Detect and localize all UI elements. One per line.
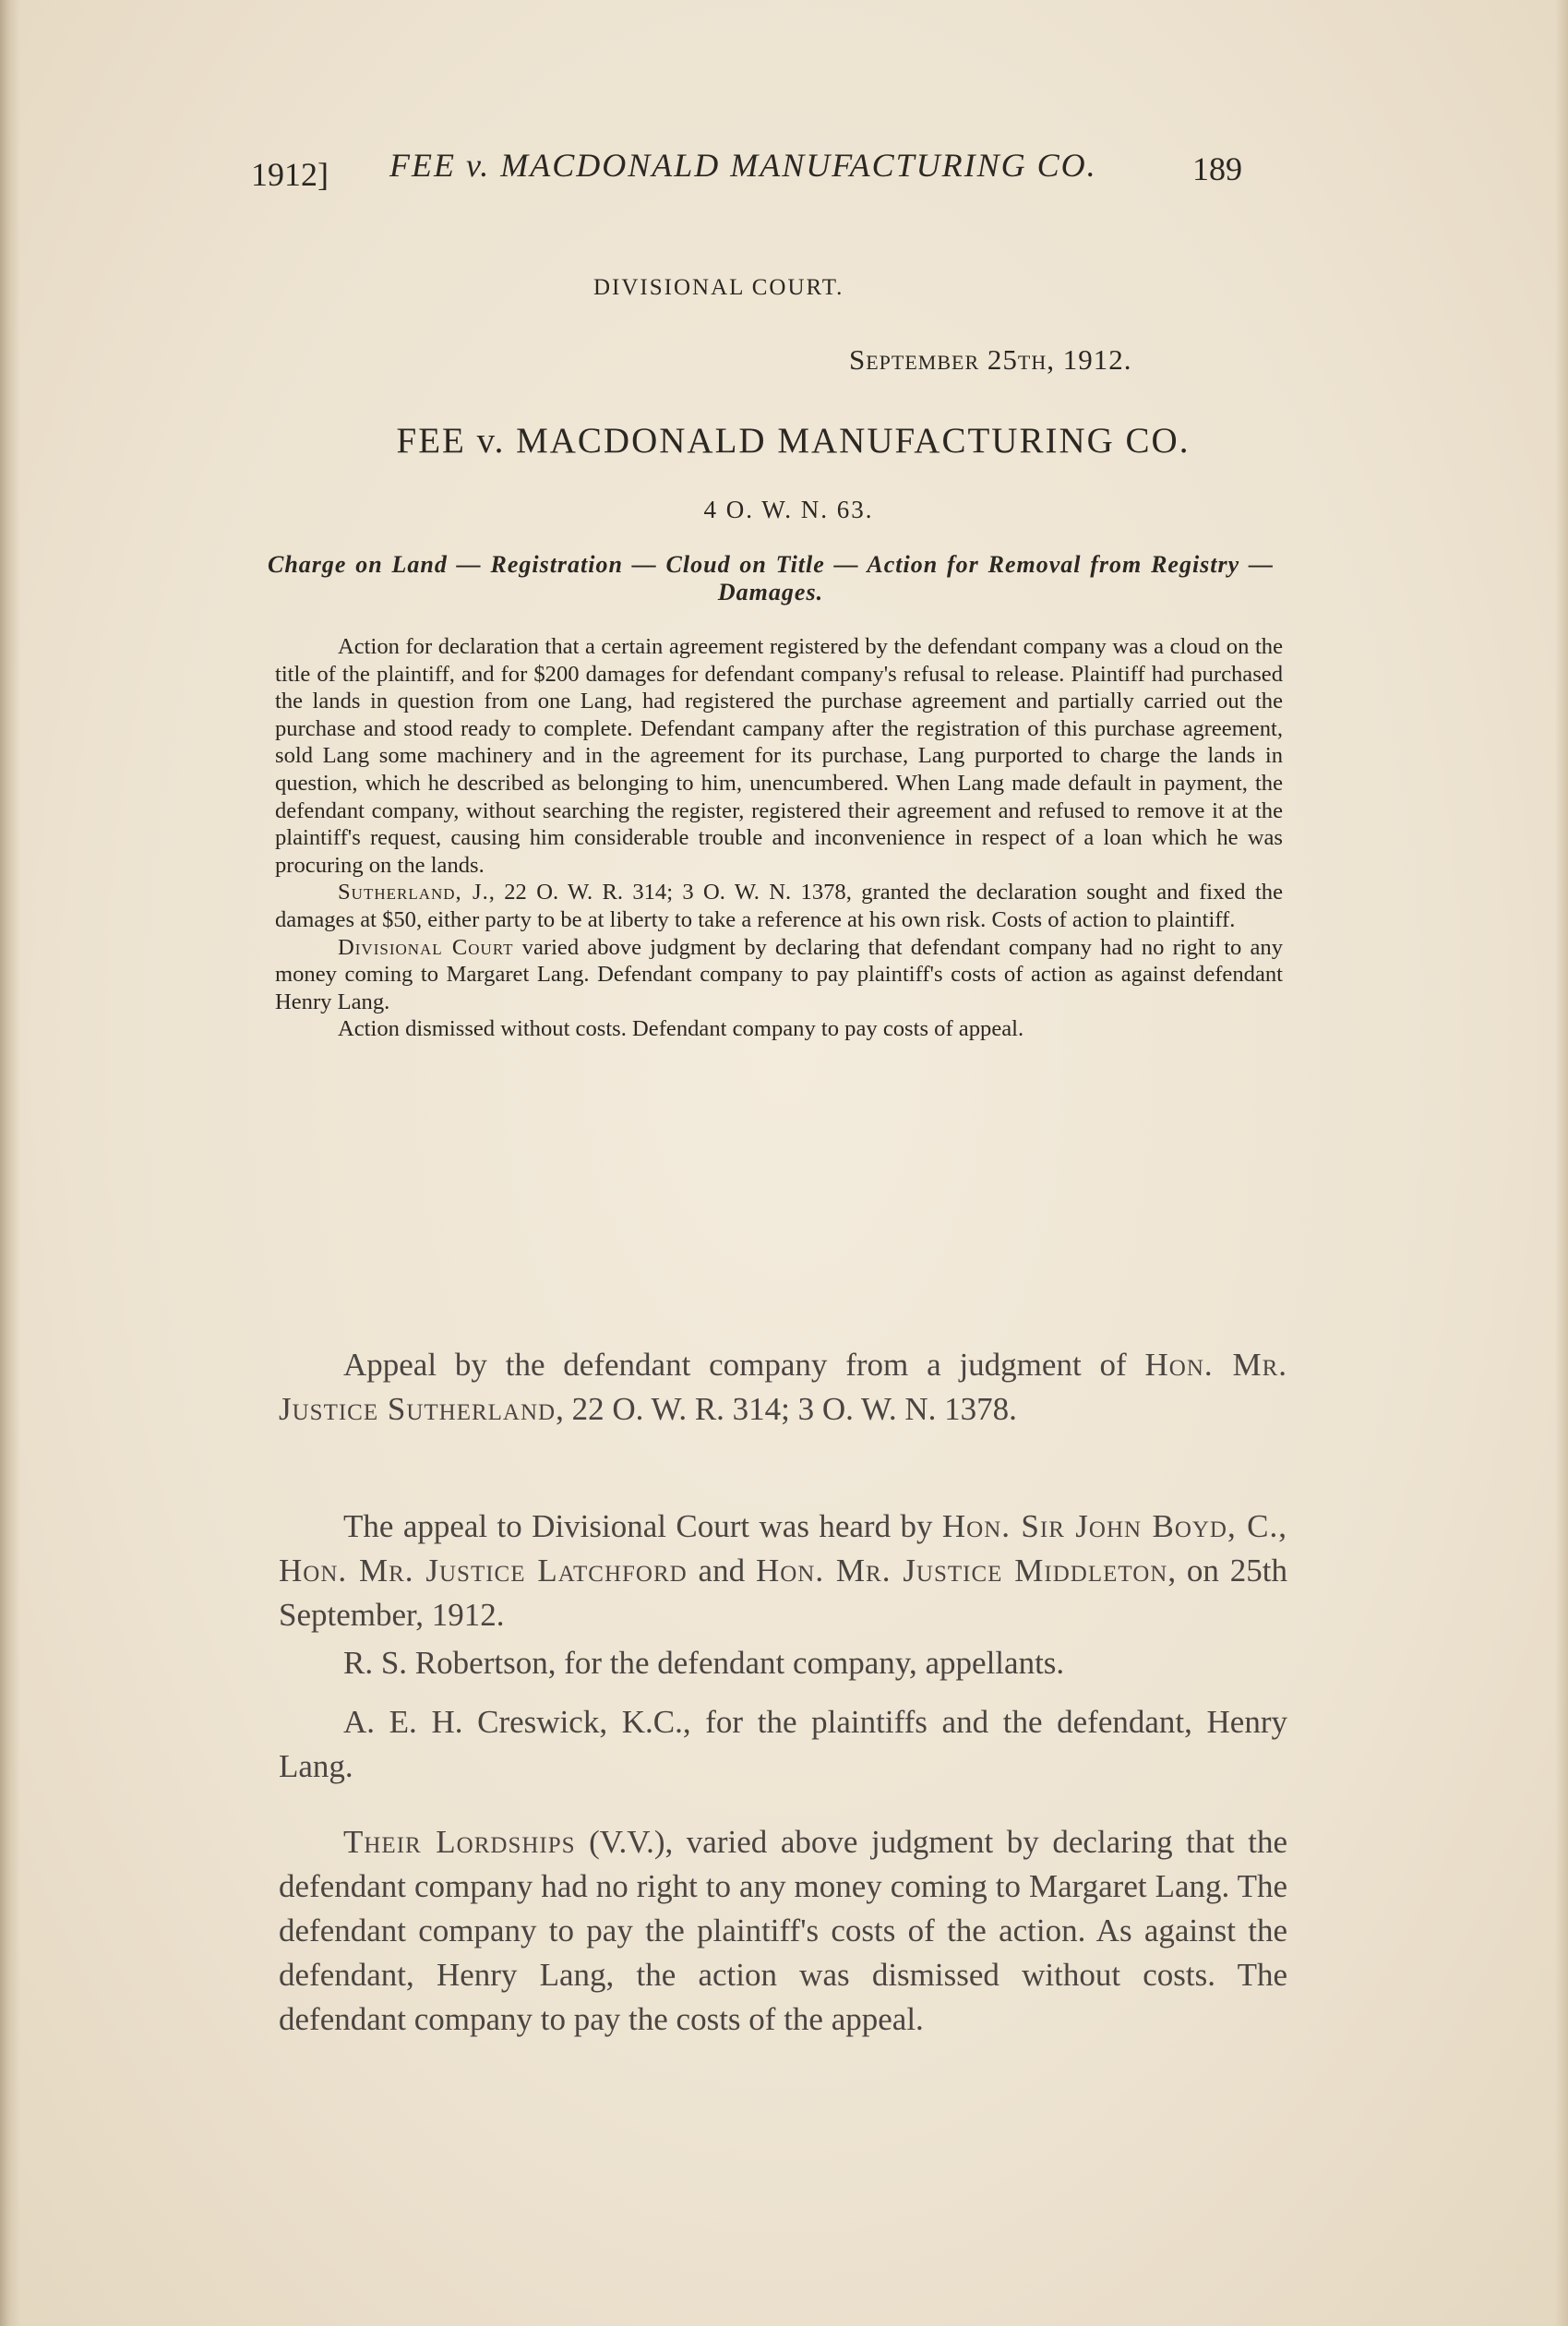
case-citation: 4 O. W. N. 63. xyxy=(703,496,874,523)
judges-names: Hon. Sir John Boyd, C., Hon. Mr. Justice Latchford xyxy=(279,1508,1287,1589)
headnote-para-1: Action for declaration that a certain agreement registered by the defendant company was a cloud on the title of the plaintiff, and for $200 damages for defendant company's refusal to release. Plaintiff had purchased the lands in question from one Lang, had registered the purchase agreement and partially carried out the purchase and stood ready to complete. Defendant campany after the registration of this purchase agreement, sold Lang some machinery and in the agreement for its purchase, Lang purported to charge the lands in question, which he described as belonging to him, unencumbered. When Lang made default in payment, the defendant company, without searching the register, registered their agreement and refused to remove it at the plaintiff's request, causing him considerable trouble and inconvenience in respect of a loan which he was procuring on the lands. xyxy=(275,634,1283,878)
body-text: Appeal by the defendant company from a judgment of xyxy=(343,1347,1145,1383)
judge-name: Hon. Mr. Justice Middleton xyxy=(755,1553,1168,1589)
decision-date: September 25th, 1912. xyxy=(849,343,1132,376)
headnote-para-3 xyxy=(275,934,1283,1016)
counsel-respondents: A. E. H. Creswick, K.C., for the plaintiffs and the defendant, Henry Lang. xyxy=(279,1704,1287,1784)
judge-name: Hon. Mr. Justice Sutherland xyxy=(279,1347,1287,1427)
body-para-judgment xyxy=(279,1820,1287,2042)
headnote-para-2 xyxy=(275,879,1283,933)
running-header xyxy=(251,146,1266,201)
headnote-para-2-text: , 22 O. W. R. 314; 3 O. W. N. 1378, granted the declaration sought and fixed the damages at $50, either party to be at liberty to take a reference at his own risk. Costs of action to plaintiff. xyxy=(275,880,1283,932)
counsel-appellants: R. S. Robertson, for the defendant company, appellants. xyxy=(343,1645,1065,1681)
body-text: , on 25th September, 1912. xyxy=(279,1553,1287,1633)
court-name: DIVISIONAL COURT. xyxy=(593,275,844,300)
headnote-para-4: Action dismissed without costs. Defendant company to pay costs of appeal. xyxy=(338,1016,1024,1042)
body-text: The appeal to Divisional Court was heard by xyxy=(343,1508,942,1544)
their-lordships: Their Lordships xyxy=(343,1824,576,1860)
body-text: and xyxy=(687,1553,756,1589)
headnote-para-3-text: varied above judgment by declaring that defendant company had no right to any money coming to Margaret Lang. Defendant company to pay plaintiff's costs of action as against defendant Henry Lang. xyxy=(275,934,1283,1014)
headnote-court: Divisional Court xyxy=(338,934,514,960)
page-right-edge xyxy=(1555,0,1568,2326)
header-year: 1912] xyxy=(251,156,329,193)
judgment-text: (V.V.), varied above judgment by declaring that the defendant company had no right to any money coming to Margaret Lang. The defendant company to pay the plaintiff's costs of the action. As against the defendant, Henry Lang, the action was dismissed without costs. The defendant company to pay the costs of the appeal. xyxy=(279,1824,1287,2037)
case-title: FEE v. MACDONALD MANUFACTURING CO. xyxy=(396,421,1191,461)
body-para-hearing xyxy=(279,1505,1287,1637)
body-para-appeal xyxy=(279,1343,1287,1432)
body-para-counsel-respondents xyxy=(279,1700,1287,1789)
headnote-paragraphs xyxy=(275,633,1283,1043)
subject-headnote: Charge on Land — Registration — Cloud on Title — Action for Removal from Registry — Damages. xyxy=(268,551,1274,605)
header-running-title: FEE v. MACDONALD MANUFACTURING CO. xyxy=(389,147,1097,184)
headnote-judge: Sutherland, J. xyxy=(338,880,489,905)
page-number: 189 xyxy=(1192,150,1242,187)
body-para-counsel-appellants xyxy=(279,1641,1287,1685)
body-text: , 22 O. W. R. 314; 3 O. W. N. 1378. xyxy=(556,1391,1017,1427)
page-binding-edge xyxy=(0,0,20,2326)
